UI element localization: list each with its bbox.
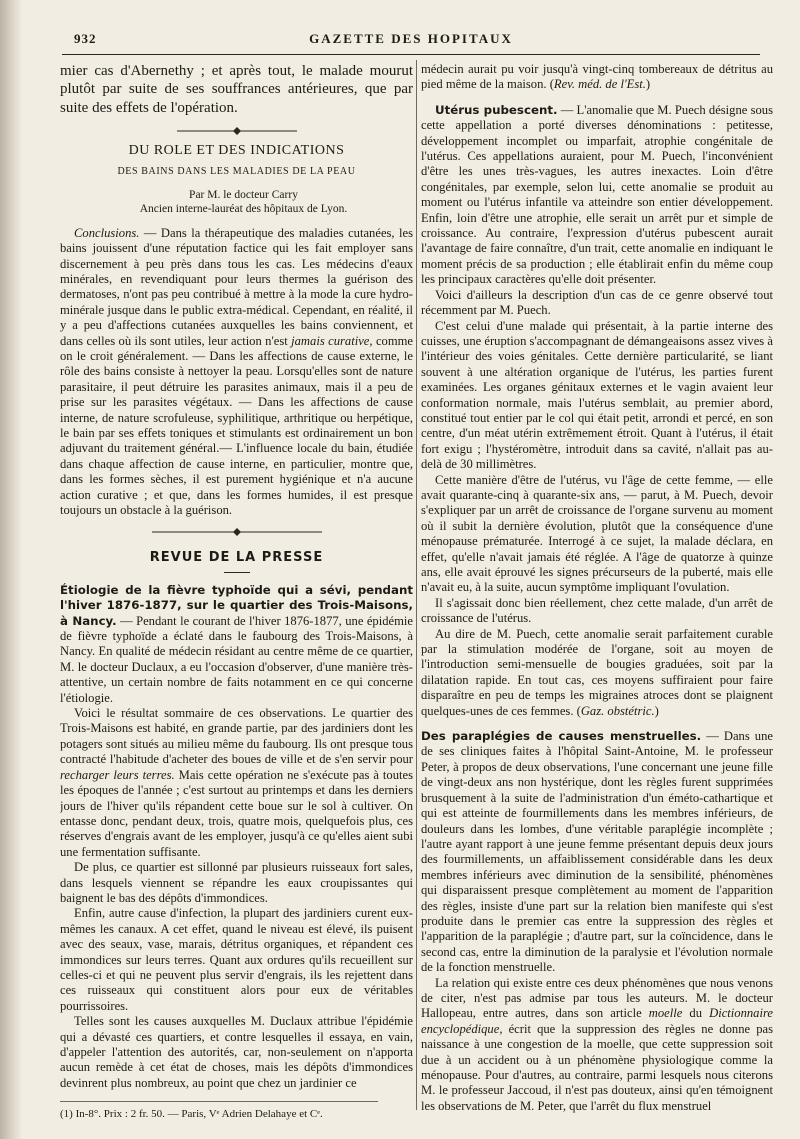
paraplegies-heading: Des paraplégies de causes menstruelles. [421,729,702,744]
conclusions-paragraph: Conclusions. — Dans la thérapeutique des maladies cutanées, les bains jouissent d'une réputation factice qui les fait employer sans discernement à peu près dans tous les cas. Les médecins d'eaux minérales, en revendiquant pour leurs thermes la guérison des dermatoses, n'ont pas peu contribué à mettre à la mode la cure hydro-minérale jusque dans le public extra-médical. Cependant, en réalité, il y a peu d'affections cutanées auxquelles les bains conviennent, et dans celles où ils sont utiles, leur action n'est jamais curative, comme on le croit généralement. — Dans les affections de cause externe, le rôle des bains consiste à nettoyer la peau. Lorsqu'elles sont de nature parasitaire, il peut détruire les parasites animaux, mais il a peu de prise sur les parasites végétaux. — Dans les affections de cause interne, de nature scrofuleuse, syphilitique, arthritique ou herpétique, le bain par ses effets toniques et stimulants est ordinairement un bon adjuvant du traitement général.— L'influence locale du bain, étudiée dans chaque affection de cause interne, en particulier, montre que, dans les formes sèches, il est purement hygiénique et n'a aucune action curative ; et que, dans les formes humides, il est presque toujours un obstacle à la guérison. [60,225,413,518]
typhoid-paragraph: Étiologie de la fièvre typhoïde qui a sévi, pendant l'hiver 1876-1877, sur le quartier des Trois-Maisons, à Nancy. — Pendant le courant de l'hiver 1876-1877, une épidémie de fièvre typhoïde a éclaté dans le faubourg des Trois-Maisons, à Nancy. En qualité de médecin résidant au centre même de ce quartier, M. le docteur Duclaux, a eu l'occasion d'observer, d'une manière très-attentive, un certain nombre de faits notamment en ce qui concerne l'étiologie. [60,582,413,705]
running-head [62,30,760,50]
right-column [421,62,773,1128]
binding-edge [0,0,22,1139]
body-paragraph: Enfin, autre cause d'infection, la plupart des jardiniers curent eux-mêmes les canaux. A cet effet, quand le niveau est élevé, ils puisent avec des seaux, vase, marais, détritus organiques, et répandent ces immondices sur leurs terres. Quant aux ordures qu'ils recueillent sur celles-ci et qui ne peuvent plus servir d'engrais, ils les rejettent dans ces ruisseaux qui constituent alors pour eux de véritables pourrissoires. [60,906,413,1013]
article-subtitle: DES BAINS DANS LES MALADIES DE LA PEAU [117,166,356,178]
uterus-heading: Utérus pubescent. [435,102,558,117]
body-paragraph: Cette manière d'être de l'utérus, vu l'âge de cette femme, — elle avait quarante-cinq à quarante-six ans, — parut, à M. Puech, devoir s'expliquer par un arrêt de croissance de l'organe survenu au moment où il subit la dernière évolution, plutôt que la conséquence d'une ménopause prématurée. Interrogé à ce sujet, la malade déclara, en effet, qu'elle n'avait jamais été réglée. A l'âge de quatorze à quinze ans, elle avait éprouvé les signes précurseurs de la puberté, mais elle n'avait eu, à la suite, aucun symptôme impliquant l'ovulation. [421,472,773,595]
left-column [60,62,413,1128]
conclusions-lead: Conclusions. [74,225,140,240]
uterus-paragraph: Utérus pubescent. — L'anomalie que M. Puech désigne sous cette appellation a porté diverses dénominations : petitesse, développement incomplet ou imparfait, atrophie congénitale de l'utérus. Ces appellations auraient, pour M. Puech, l'inconvénient d'être les unes très-vagues, les autres inexactes. Loin d'être congénitales, par exemple, selon lui, cette anomalie se produit au moment ou l'utérus infantile va atteindre son entier développement. Enfin, loin d'être une atrophie, elle serait un arrêt pur et simple de croissance. Au contraire, l'expression d'utérus pubescent aurait l'avantage de faire connaître, d'un trait, cette anomalie en indiquant le moment précis de sa production ; elle établirait enfin du même coup les principaux caractères qu'elle doit présenter. [421,102,773,287]
article-title: DU ROLE ET DES INDICATIONS [128,142,345,158]
body-paragraph: La relation qui existe entre ces deux phénomènes que nous venons de citer, n'est pas admise par tous les auteurs. M. le docteur Hallopeau, entre autres, dans son article moelle du Dictionnaire encyclopédique, écrit que la suppression des règles ne donne pas naissance à une congestion de la moelle, que cette suppression soit due à un accident ou à un phénomène physiologique comme la ménopause. Pour d'autres, au contraire, parmi lesquels nous citerons M. le professeur Jaccoud, il n'est pas douteux, ainsi qu'en témoignent les observations de M. Peter, que l'arrêt du flux menstruel [421,975,773,1113]
body-paragraph: De plus, ce quartier est sillonné par plusieurs ruisseaux fort sales, dans lesquels viennent se répandre les eaux croupissantes qui baignent le bas des dépôts d'immondices. [60,860,413,905]
column-divider [416,60,417,1110]
article-byline: Par M. le docteur Carry [189,188,298,201]
section-title-revue: REVUE DE LA PRESSE [149,550,324,566]
continued-paragraph: médecin aurait pu voir jusqu'à vingt-cinq tombereaux de détritus au pied même de la maison. (Rev. méd. de l'Est.) [421,62,773,92]
ornament-separator [60,528,413,536]
body-paragraph: C'est celui d'une malade qui présentait, à la partie interne des cuisses, une éruption s'accompagnant de démangeaisons assez vives à l'intérieur des voies génitales. Cette dernière particularité, se liant souvent à une altération organique de l'utérus, les parties furent examinées. Les organes génitaux externes et le vagin avaient leur conformation normale, mais l'utérus semblait, au premier abord, constitué tout entier par le col qui était petit, arrondi et percé, en son centre, d'un méat utérin extrêmement étroit. Quant à l'utérus, il était fort exigu ; l'hystéromètre, introduit dans sa cavité, n'allait pas au-delà de 30 millimètres. [421,318,773,472]
paraplegies-paragraph: Des paraplégies de causes menstruelles. — Dans une de ses cliniques faites à l'hôpital Saint-Antoine, M. le professeur Peter, à propos de deux observations, l'une concernant une jeune fille de vingt-deux ans non hystérique, dont les règles furent supprimées brusquement à la suite de l'administration d'un éméto-cathartique et qui est atteinte de fourmillements dans les membres inférieurs, de douleurs dans les lombes, d'une véritable paraplégie incomplète ; l'autre ayant rapport à une jeune femme présentant depuis deux jours des fourmillements, un affaiblissement considérable dans les deux membres inférieurs avec diminution de la sensibilité, phénomènes qui disparaissent presque complètement au moment de l'apparition des règles, insiste d'une part sur la relation bien manifeste qui s'est produite dans le premier cas entre la suppression des règles et l'apparition de la paraplégie ; d'autre part, sur la coïncidence, dans le second cas, entre la diminution de la paralysie et l'évolution normale de la fonction menstruelle. [421,729,773,975]
body-paragraph: Au dire de M. Puech, cette anomalie serait parfaitement curable par la stimulation modérée de l'organe, soit au moyen de l'introduction semi-mensuelle de bougies graduées, soit par la dilatation rapide. En tout cas, ces moyens suffiraient pour faire disparaître en peu de temps les migraines atroces dont se plaignent quelques-unes de ces femmes. (Gaz. obstétric.) [421,626,773,718]
journal-title: GAZETTE DES HOPITAUX [309,31,513,46]
footnote: (1) In-8°. Prix : 2 fr. 50. — Paris, Vᵉ Adrien Delahaye et Cᵉ. [60,1101,378,1121]
body-paragraph: Telles sont les causes auxquelles M. Duclaux attribue l'épidémie qui a dévasté ces quartiers, et contre lesquelles il essaya, en vain, d'appeler l'attention des autorités, car, non-seulement on n'apporta aucun remède à cet état de choses, mais les dépôts d'immondices devinrent plus nombreux, au point que chez un jardinier ce [60,1014,413,1090]
page-number: 932 [74,31,97,46]
body-paragraph: Voici le résultat sommaire de ces observations. Le quartier des Trois-Maisons est habité, en grande partie, par des jardiniers dont les potagers sont situés au milieu même du faubourg. Ils ont presque tous contracté l'habitude d'acheter des boues de ville et de s'en servir pour recharger leurs terres. Mais cette opération ne s'exécute pas à toutes les époques de l'année ; c'est surtout au printemps et dans les derniers jours de l'hiver qu'ils répandent cette boue sur le sol à cultiver. On entasse donc, pendant deux, trois, quatre mois, quelquefois plus, ces réserves d'engrais avant de les employer, jusqu'à ce qu'elles aient subi une fermentation suffisante. [60,706,413,859]
typhoid-heading: Étiologie de la fièvre typhoïde qui a sévi, pendant l'hiver 1876-1877, sur le quartier des Trois-Maisons, à Nancy. [60,582,413,628]
body-paragraph: Il s'agissait donc bien réellement, chez cette malade, d'un arrêt de croissance de l'utérus. [421,595,773,626]
body-paragraph: Voici d'ailleurs la description d'un cas de ce genre observé tout récemment par M. Puech. [421,287,773,318]
intro-paragraph: mier cas d'Abernethy ; et après tout, le malade mourut plutôt par suite de ses souffrances antérieures, que par suite des effets de l'opération. [60,63,413,116]
header-rule [62,54,760,55]
ornament-separator [60,127,413,135]
short-rule [224,572,250,573]
article-affiliation: Ancien interne-lauréat des hôpitaux de Lyon. [139,202,348,215]
